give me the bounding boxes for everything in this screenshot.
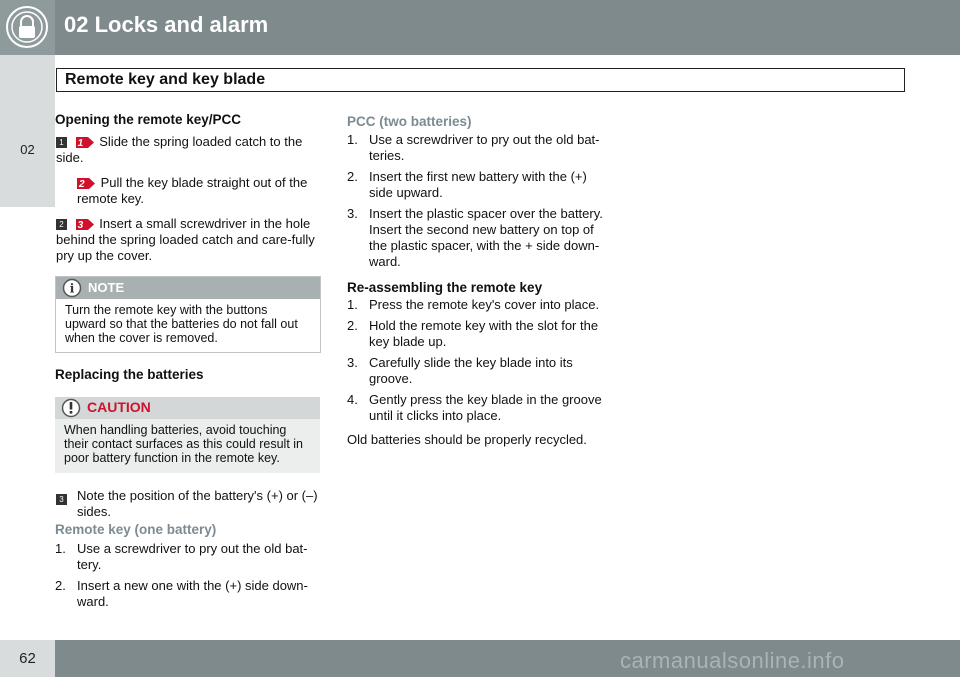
- warning-icon: [60, 398, 82, 418]
- callout-marker: 1: [76, 137, 94, 148]
- step-badge: 3: [56, 494, 67, 505]
- list-item: 1. Press the remote key's cover into place.: [347, 297, 600, 312]
- reassembling-section: [347, 280, 609, 448]
- chapter-title: 02 Locks and alarm: [64, 12, 269, 37]
- recycling-note: Old batteries should be properly recycled.: [347, 432, 587, 447]
- section-title: Remote key and key blade: [65, 71, 266, 88]
- section-title-box: [56, 68, 905, 92]
- left-column: [55, 112, 323, 128]
- list-item: 1. Use a screwdriver to pry out the old bat-teries.: [347, 132, 600, 163]
- replacing-block: [55, 367, 323, 383]
- callout-marker: 3: [76, 219, 94, 230]
- list-item: 1. Use a screwdriver to pry out the old bat-tery.: [55, 541, 308, 572]
- note-label: NOTE: [88, 280, 125, 295]
- list-item: 3. Insert the plastic spacer over the battery. Insert the second new battery on top of the plastic spacer, with the + side down-ward.: [347, 206, 603, 269]
- svg-text:i: i: [69, 281, 75, 296]
- two-batteries-heading: PCC (two batteries): [347, 114, 472, 129]
- opening-heading: Opening the remote key/PCC: [55, 112, 242, 127]
- list-item: 4. Gently press the key blade in the groove until it clicks into place.: [347, 392, 602, 423]
- watermark: carmanualsonline.info: [620, 648, 845, 673]
- step-2: [56, 216, 322, 264]
- caution-text: When handling batteries, avoid touching their contact surfaces as this could result in poor battery function in the remote key.: [64, 423, 304, 465]
- step-text: Insert a small screwdriver in the hole behind the spring loaded catch and care-fully pry up the cover.: [56, 216, 315, 263]
- caution-label: CAUTION: [87, 399, 151, 415]
- callout-marker: 2: [77, 178, 95, 189]
- step-text: Pull the key blade straight out of the remote key.: [77, 175, 308, 206]
- step-text: Slide the spring loaded catch to the side.: [56, 134, 303, 165]
- chapter-side-tab-label: 02: [20, 142, 35, 157]
- list-item: 2. Insert the first new battery with the (+) side upward.: [347, 169, 587, 200]
- padlock-icon: [0, 0, 55, 55]
- step-badge: 2: [56, 219, 67, 230]
- one-battery-section: [55, 522, 323, 615]
- note-box: [55, 276, 321, 353]
- chapter-logo: [0, 0, 55, 55]
- list-item: 2. Insert a new one with the (+) side down-ward.: [55, 578, 308, 609]
- step-1: [56, 134, 322, 166]
- replacing-heading: Replacing the batteries: [55, 367, 204, 382]
- step-badge: 1: [56, 137, 67, 148]
- step-text: Note the position of the battery's (+) or (–) sides.: [77, 488, 318, 519]
- caution-box: [55, 397, 320, 473]
- note-text: Turn the remote key with the buttons upward so that the batteries do not fall out when the cover is removed.: [65, 303, 298, 345]
- page-number: 62: [19, 650, 36, 667]
- step-3: [56, 488, 322, 520]
- caution-header: [55, 397, 320, 419]
- chapter-side-tab: [0, 55, 55, 207]
- list-item: 2. Hold the remote key with the slot for the key blade up.: [347, 318, 599, 349]
- one-battery-heading: Remote key (one battery): [55, 522, 217, 537]
- reassembling-heading: Re-assembling the remote key: [347, 280, 543, 295]
- list-item: 3. Carefully slide the key blade into its groove.: [347, 355, 573, 386]
- step-1b: [77, 175, 322, 207]
- note-header: [56, 277, 320, 299]
- two-batteries-section: [347, 114, 609, 275]
- info-icon: [61, 278, 83, 298]
